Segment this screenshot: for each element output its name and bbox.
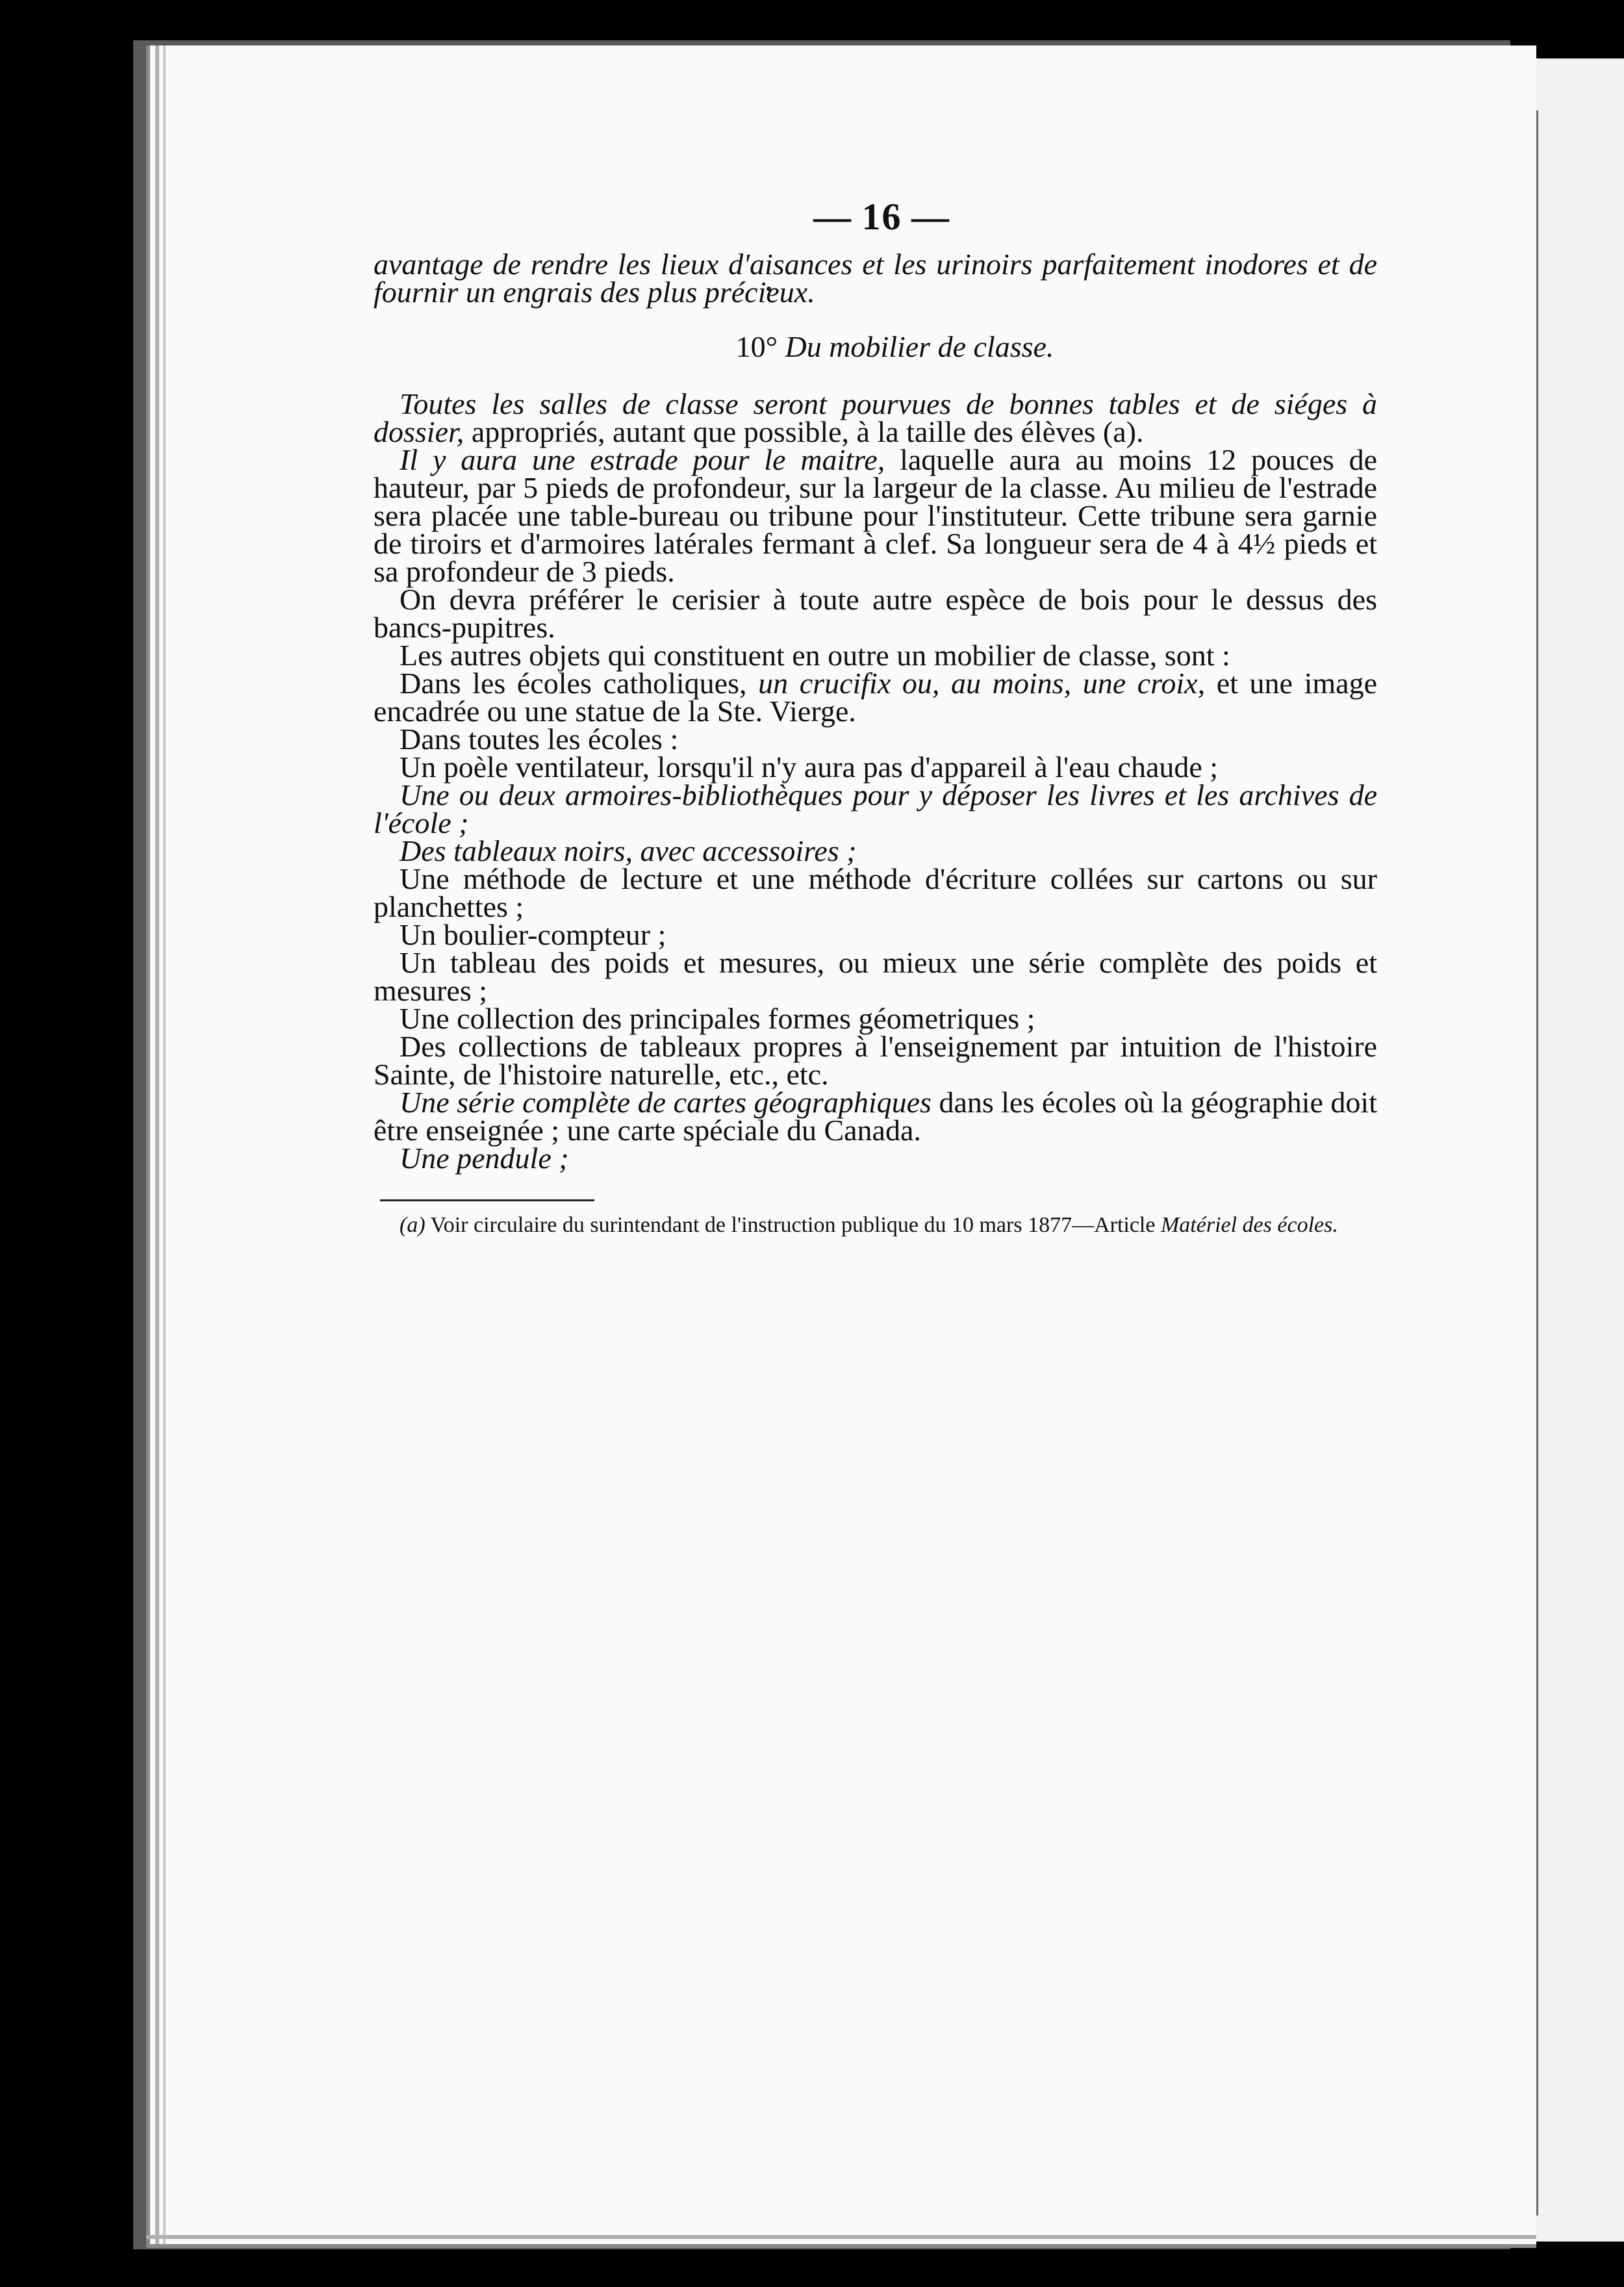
paragraph-text: dans les écoles où la géographie doit être enseignée ; une carte spéciale du Canada. (374, 1086, 1377, 1147)
paragraph-autres-objets: Les autres objets qui constituent en outre un mobilier de classe, sont : (400, 639, 1230, 672)
paragraph-tables (374, 387, 1377, 448)
section-title: Du mobilier de classe. (785, 330, 1054, 363)
section-heading (412, 329, 1377, 364)
list-item-formes: Une collection des principales formes géometriques ; (400, 1002, 1035, 1035)
list-item-armoires: Une ou deux armoires-bibliothèques pour y déposer les livres et les archives de l'école ; (374, 778, 1377, 839)
footnote-text: Voir circulaire du surintendant de l'instruction publique du 10 mars 1877—Article (430, 1213, 1156, 1237)
list-item-poids-mesures: Un tableau des poids et mesures, ou mieux une série complète des poids et mesures ; (374, 946, 1377, 1007)
list-item-poele: Un poèle ventilateur, lorsqu'il n'y aura pas d'appareil à l'eau chaude ; (400, 750, 1219, 784)
list-item-pendule: Une pendule ; (400, 1142, 569, 1175)
paragraph-text: Dans les écoles catholiques, (400, 667, 747, 700)
page-stack-edge (163, 45, 166, 2248)
list-item-boulier: Un boulier-compteur ; (400, 918, 666, 951)
page-number-dash: — (911, 196, 950, 238)
list-item-tableaux-noirs: Des tableaux noirs, avec accessoires ; (400, 834, 857, 867)
paragraph-estrade (374, 443, 1377, 588)
footnote-emphasis: Matériel des écoles. (1160, 1213, 1338, 1237)
list-item-cartes (374, 1086, 1377, 1147)
paragraph-cerisier: On devra préférer le cerisier à toute autre espèce de bois pour le dessus des bancs-pupitres. (374, 583, 1377, 644)
page-stack-edge (155, 45, 159, 2248)
paragraph-text: appropriés, autant que possible, à la taille des élèves (a). (471, 415, 1144, 448)
list-item-methode: Une méthode de lecture et une méthode d'écriture collées sur cartons ou sur planchettes ; (374, 862, 1377, 923)
page-stack-bottom (146, 2244, 1536, 2248)
footnote (374, 1212, 1377, 1239)
list-item-collections: Des collections de tableaux propres à l'enseignement par intuition de l'histoire Sainte, de l'histoire naturelle, etc., etc. (374, 1030, 1377, 1091)
section-number: 10° (735, 330, 778, 363)
paragraph-emphasis: un crucifix ou, au moins, une croix, (758, 667, 1206, 700)
paragraph-continuation: avantage de rendre les lieux d'aisances et les urinoirs parfaitement inodores et de fournir un engrais des plus précieux. (374, 248, 1377, 309)
paragraph-text: laquelle aura au moins 12 pouces de hauteur, par 5 pieds de profondeur, sur la largeur de la classe. Au milieu de l'estrade sera placée une table-bureau ou tribune pour l'instituteur. Cette tribune sera garnie de tiroirs et d'armoires latérales fermant à clef. Sa longueur sera de 4 à 4½ pieds et sa profondeur de 3 pieds. (374, 443, 1377, 588)
page-stack-edge (146, 45, 150, 2248)
paragraph-emphasis: Une série complète de cartes géographiques (400, 1086, 932, 1119)
page-stack-bottom (146, 2235, 1536, 2239)
page-number-dash: — (813, 196, 852, 238)
footnote-mark: (a) (400, 1213, 425, 1237)
page-number (387, 195, 1377, 238)
paragraph-emphasis: Toutes les salles de classe seront pourvues de bonnes tables et de siéges à dossier, (374, 387, 1377, 448)
page-text (374, 195, 1377, 1239)
page-number-value: 16 (861, 196, 902, 238)
paragraph-toutes-ecoles: Dans toutes les écoles : (400, 722, 679, 756)
paragraph-text: et une image encadrée ou une statue de la Ste. Vierge. (374, 667, 1378, 728)
footnote-rule (380, 1199, 594, 1201)
paragraph-ecoles-catholiques (374, 667, 1378, 728)
paragraph-emphasis: Il y aura une estrade pour le maitre, (400, 443, 885, 476)
